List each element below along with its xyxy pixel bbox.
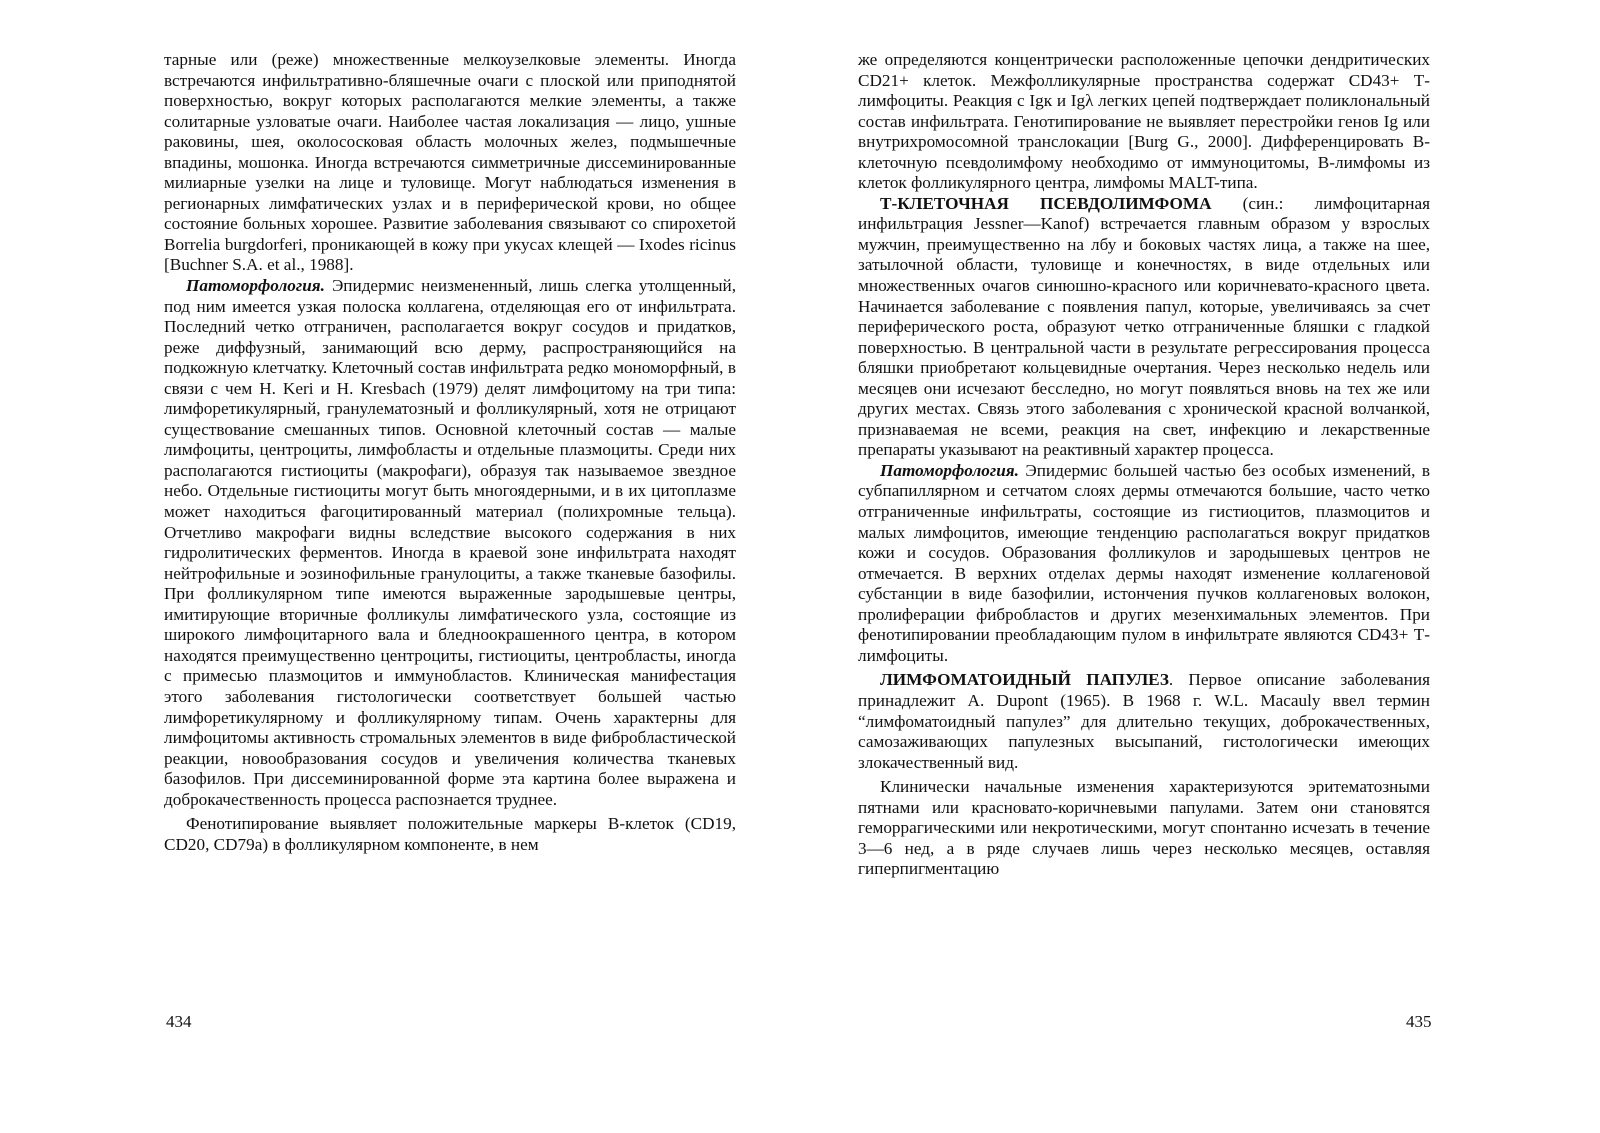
right-page (858, 50, 1430, 880)
pathomorphology-text: Эпидермис неизмененный, лишь слегка утолщенный, под ним имеется узкая полоска коллагена, отделяющая его от инфильтрата. Последний четко отграничен, располагается вокруг сосудов и придатков, реже диффузный, занимающий всю дерму, распространяющийся на подкожную клетчатку. Клеточный состав инфильтрата редко мономорфный, в связи с чем H. Keri и H. Kresbach (1979) делят лимфоцитому на три типа: лимфоретикулярный, гранулематозный и фолликулярный, хотя не отрицают существование смешанных типов. Основной клеточный состав — малые лимфоциты, центроциты, лимфобласты и отдельные плазмоциты. Среди них располагаются гистиоциты (макрофаги), образуя так называемое звездное небо. Отдельные гистиоциты могут быть многоядерными, и в их цитоплазме может находиться фагоцитированный материал (полихромные тельца). Отчетливо макрофаги видны вследствие высокого содержания в них гидролитических ферментов. Иногда в краевой зоне инфильтрата находят нейтрофильные и эозинофильные гранулоциты, а также тканевые базофилы. При фолликулярном типе имеются выраженные зародышевые центры, имитирующие вторичные фолликулы лимфатического узла, состоящие из широкого лимфоцитарного вала и бледноокрашенного центра, в котором находятся преимущественно центроциты, гистиоциты, центробласты, иногда с примесью плазмоцитов и иммунобластов. Клиническая манифестация этого заболевания гистологически соответствует большей частью лимфоретикулярному и фолликулярному типам. Очень характерны для лимфоцитомы активность стромальных элементов в виде фибробластической реакции, новообразования сосудов и увеличения количества тканевых базофилов. При диссеминированной форме эта картина более выражена и доброкачественность процесса распознается труднее. (164, 276, 736, 809)
t-cell-heading: Т-КЛЕТОЧНАЯ ПСЕВДОЛИМФОМА (880, 193, 1212, 213)
papulosis-paragraph (858, 670, 1430, 773)
page-number-right: 435 (1406, 1012, 1432, 1031)
pathomorphology-paragraph-right (858, 461, 1430, 666)
continuation-paragraph: же определяются концентрически расположенные цепочки дендритических CD21+ клеток. Межфолликулярные пространства содержат CD43+ Т-лимфоциты. Реакция с Igк и Igλ легких цепей подтверждает поликлональный состав инфильтрата. Генотипирование не выявляет перестройки генов Ig или внутрихромосомной транслокации [Burg G., 2000]. Дифференцировать В-клеточную псевдолимфому необходимо от иммуноцитомы, В-лимфомы из клеток фолликулярного центра, лимфомы MALT-типа. (858, 50, 1430, 193)
clinical-paragraph: Клинически начальные изменения характеризуются эритематозными пятнами или красновато-коричневыми папулами. Затем они становятся геморрагическими или некротическими, могут спонтанно исчезать в течение 3—6 нед, а в ряде случаев лишь через несколько месяцев, оставляя гиперпигментацию (858, 777, 1430, 879)
pathomorphology-paragraph (164, 276, 736, 810)
pathomorphology-text-right: Эпидермис большей частью без особых изменений, в субпапиллярном и сетчатом слоях дермы отмечаются большие, часто четко отграниченные инфильтраты, состоящие из гистиоцитов, плазмоцитов и малых лимфоцитов, имеющие тенденцию располагаться вокруг придатков кожи и сосудов. Образования фолликулов и зародышевых центров не отмечается. В верхних отделах дермы находят изменение коллагеновой субстанции в виде базофилии, истончения пучков коллагеновых волокон, пролиферации фибробластов и других мезенхимальных элементов. При фенотипировании преобладающим пулом в инфильтрате являются CD43+ Т-лимфоциты. (858, 460, 1430, 665)
left-page (164, 50, 736, 855)
intro-paragraph: тарные или (реже) множественные мелкоузелковые элементы. Иногда встречаются инфильтративно-бляшечные очаги с плоской или приподнятой поверхностью, вокруг которых располагаются мелкие элементы, а также солитарные узловатые очаги. Наиболее частая локализация — лицо, ушные раковины, шея, околососковая область молочных желез, подмышечные впадины, мошонка. Иногда встречаются симметричные диссеминированные милиарные узелки на лице и туловище. Могут наблюдаться изменения в регионарных лимфатических узлах и в периферической крови, но общее состояние больных хорошее. Развитие заболевания связывают со спирохетой Borrelia burgdorferi, проникающей в кожу при укусах клещей — Ixodes ricinus [Buchner S.A. et al., 1988]. (164, 50, 736, 275)
t-cell-paragraph (858, 194, 1430, 461)
page-number-left: 434 (166, 1012, 192, 1031)
papulosis-text: . Первое описание заболевания принадлежит A. Dupont (1965). В 1968 г. W.L. Macauly ввел термин “лимфоматоидный папулез” для длительно текущих, доброкачественных, самозаживающих папулезных высыпаний, гистологически имеющих злокачественный вид. (858, 670, 1430, 772)
t-cell-text: (син.: лимфоцитарная инфильтрация Jessner—Kanof) встречается главным образом у взрослых мужчин, преимущественно на лбу и боковых частях лица, а также на шее, затылочной области, туловище и конечностях, в виде отдельных или множественных очагов синюшно-красного или коричневато-красного цвета. Начинается заболевание с появления папул, которые, увеличиваясь за счет периферического роста, образуют четко отграниченные бляшки с гладкой поверхностью. В центральной части в результате регрессирования процесса бляшки приобретают кольцевидные очертания. Через несколько недель или месяцев они исчезают бесследно, но могут появляться вновь на тех же или других местах. Связь этого заболевания с хронической красной волчанкой, признаваемая не всеми, реакция на свет, инфекцию и лекарственные препараты указывают на реактивный характер процесса. (858, 193, 1430, 460)
pathomorphology-term-right: Патоморфология. (880, 460, 1019, 480)
papulosis-heading: ЛИМФОМАТОИДНЫЙ ПАПУЛЕЗ (880, 670, 1169, 690)
phenotyping-paragraph: Фенотипирование выявляет положительные маркеры В-клеток (CD19, CD20, CD79a) в фолликулярном компоненте, в нем (164, 814, 736, 854)
pathomorphology-term: Патоморфология. (186, 276, 325, 296)
